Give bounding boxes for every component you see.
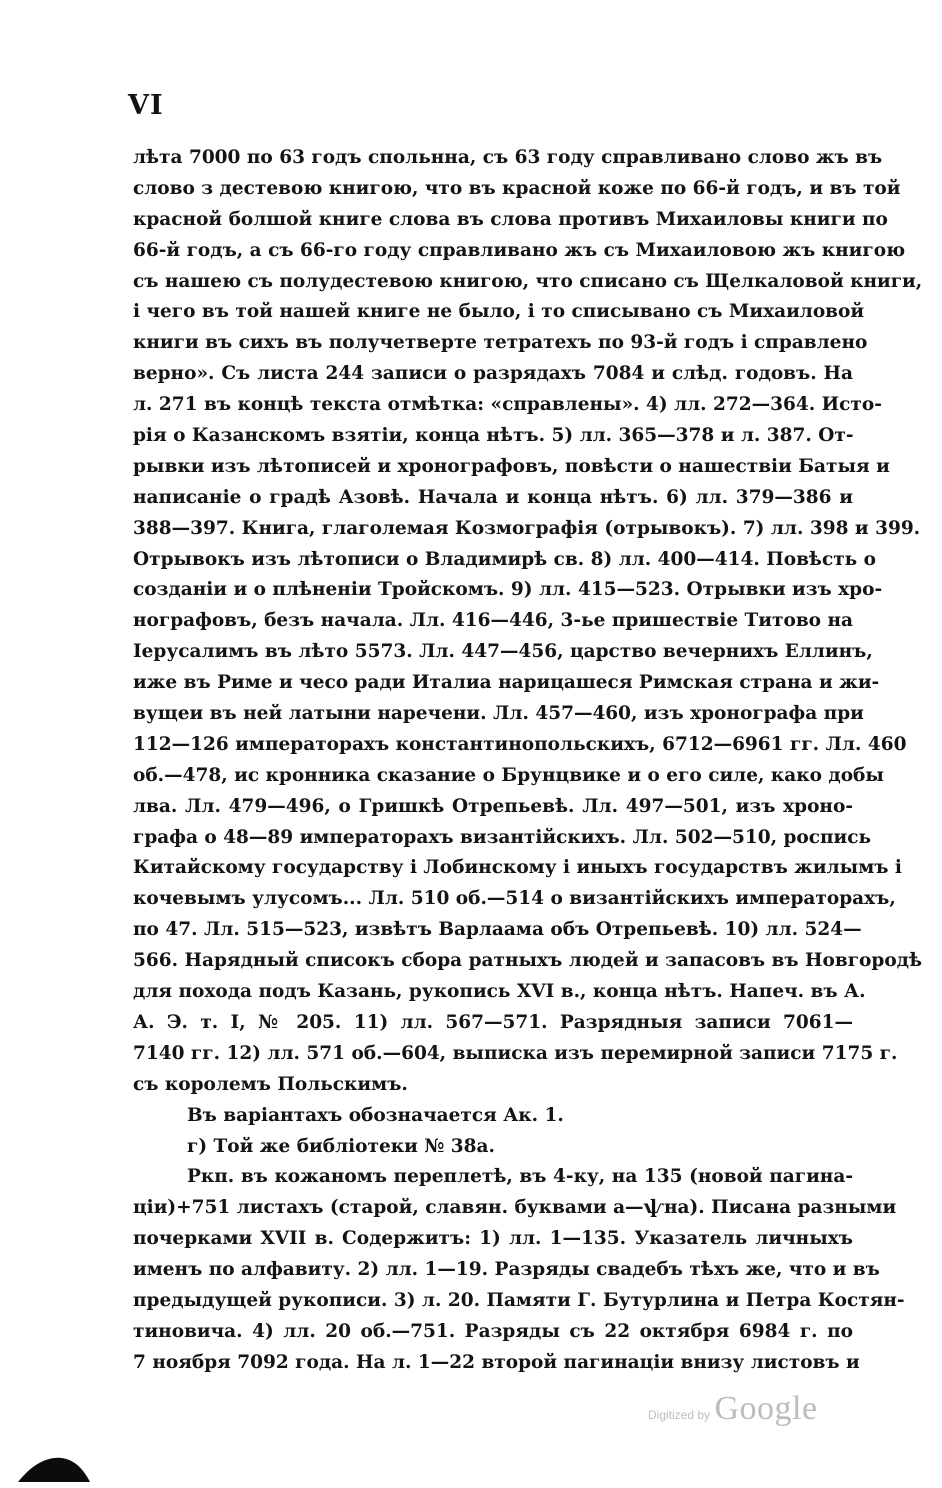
text-line: съ нашею съ полудестевою книгою, что списано съ Щелкаловой книги, bbox=[133, 270, 923, 292]
text-line: 66-й годъ, а съ 66-го году справливано жъ съ Михаиловою жъ книгою bbox=[133, 239, 906, 261]
text-line: 388—397. Книга, глаголемая Козмографія (отрывокъ). 7) лл. 398 и 399. bbox=[133, 517, 921, 539]
text-line: об.—478, ис кронника сказание о Брунцвике и о его силе, како добы bbox=[133, 764, 884, 786]
section-heading: г) Той же библіотеки № 38а. bbox=[187, 1135, 495, 1157]
text-line: иже въ Риме и чесо ради Италиа нарицашеся Римская страна и жи- bbox=[133, 672, 880, 694]
text-line: нографовъ, безъ начала. Лл. 416—446, 3-ье пришествіе Титово на bbox=[133, 610, 853, 632]
text-line: тиновича. 4) лл. 20 об.—751. Разряды съ 22 октября 6984 г. по bbox=[133, 1320, 853, 1342]
watermark-brand: Google bbox=[714, 1390, 818, 1427]
text-line: для похода подъ Казань, рукопись XVI в., конца нѣтъ. Напеч. въ А. bbox=[133, 981, 866, 1003]
page-number: VI bbox=[128, 90, 164, 121]
text-line: по 47. Лл. 515—523, извѣтъ Варлаама объ Отрепьевѣ. 10) лл. 524— bbox=[133, 919, 862, 941]
text-line: книги въ сихъ въ получетверте тетратехъ по 93-й годъ і справлено bbox=[133, 332, 868, 354]
text-line: предыдущей рукописи. 3) л. 20. Памяти Г. Бутурлина и Петра Костян- bbox=[133, 1289, 905, 1311]
text-block bbox=[133, 143, 923, 1379]
text-line: Отрывокъ изъ лѣтописи о Владимирѣ св. 8) лл. 400—414. Повѣсть о bbox=[133, 548, 877, 570]
watermark-prefix: Digitized by bbox=[648, 1408, 711, 1422]
text-line: созданіи и о плѣненіи Тройскомъ. 9) лл. 415—523. Отрывки изъ хро- bbox=[133, 579, 883, 601]
text-line: 7140 гг. 12) лл. 571 об.—604, выписка изъ перемирной записи 7175 г. bbox=[133, 1042, 898, 1064]
text-line: именъ по алфавиту. 2) лл. 1—19. Разряды свадебъ тѣхъ же, что и въ bbox=[133, 1259, 880, 1281]
text-line: Іерусалимъ въ лѣто 5573. Лл. 447—456, царство вечернихъ Еллинъ, bbox=[133, 641, 873, 663]
text-line: 566. Нарядный списокъ сбора ратныхъ людей и запасовъ въ Новгородѣ bbox=[133, 950, 923, 972]
text-line: лва. Лл. 479—496, о Гришкѣ Отрепьевѣ. Лл. 497—501, изъ хроно- bbox=[133, 795, 853, 817]
text-line: Ркп. въ кожаномъ переплетѣ, въ 4-ку, на 135 (новой пагина- bbox=[187, 1166, 853, 1188]
text-line: Китайскому государству і Лобинскому і иныхъ государствъ жилымъ і bbox=[133, 857, 902, 879]
text-line: вущеи въ ней латыни наречени. Лл. 457—460, изъ хронографа при bbox=[133, 703, 864, 725]
text-line: 7 ноября 7092 года. На л. 1—22 второй пагинаціи внизу листовъ и bbox=[133, 1351, 860, 1373]
text-line: і чего въ той нашей книге не было, і то списывано съ Михаиловой bbox=[133, 301, 865, 323]
text-line: слово з дестевою книгою, что въ красной коже по 66-й годъ, и въ той bbox=[133, 177, 901, 199]
text-line: лѣта 7000 по 63 годъ спольнна, съ 63 году справливано слово жъ въ bbox=[133, 147, 883, 168]
text-line: л. 271 въ концѣ текста отмѣтка: «справлены». 4) лл. 272—364. Исто- bbox=[133, 394, 882, 416]
text-line: ціи)+751 листахъ (старой, славян. буквами а—ѱна). Писана разными bbox=[133, 1197, 897, 1219]
text-line: Въ варіантахъ обозначается Ак. 1. bbox=[187, 1104, 564, 1126]
thumb-shadow-mark bbox=[18, 1454, 90, 1484]
text-line: верно». Съ листа 244 записи о разрядахъ 7084 и слѣд. годовъ. На bbox=[133, 363, 853, 385]
text-line: почерками XVII в. Содержитъ: 1) лл. 1—135. Указатель личныхъ bbox=[133, 1228, 853, 1250]
text-line: рывки изъ лѣтописей и хронографовъ, повѣсти о нашествіи Батыя и bbox=[133, 455, 890, 477]
text-line: написаніе о градѣ Азовѣ. Начала и конца нѣтъ. 6) лл. 379—386 и bbox=[133, 486, 853, 508]
text-line: кочевымъ улусомъ... Лл. 510 об.—514 о византійскихъ императорахъ, bbox=[133, 888, 896, 910]
text-line: 112—126 императорахъ константинопольскихъ, 6712—6961 гг. Лл. 460 bbox=[133, 733, 907, 755]
digitized-watermark bbox=[648, 1390, 818, 1428]
text-line: красной болшой книге слова въ слова противъ Михаиловы книги по bbox=[133, 208, 888, 230]
text-line: рія о Казанскомъ взятіи, конца нѣтъ. 5) лл. 365—378 и л. 387. От- bbox=[133, 425, 854, 447]
text-line: съ королемъ Польскимъ. bbox=[133, 1073, 408, 1095]
text-line: А. Э. т. I, № 205. 11) лл. 567—571. Разрядныя записи 7061— bbox=[133, 1011, 853, 1033]
text-line: графа о 48—89 императорахъ византійскихъ. Лл. 502—510, роспись bbox=[133, 826, 872, 848]
